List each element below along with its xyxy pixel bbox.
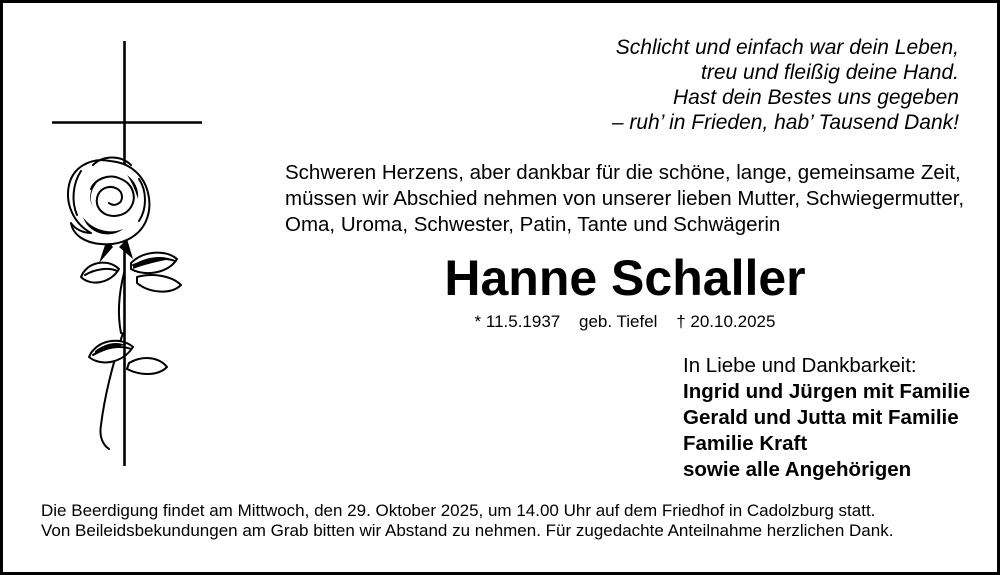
funeral-info <box>41 501 893 541</box>
rose-icon <box>68 158 149 245</box>
poem-line: treu und fleißig deine Hand. <box>701 61 959 84</box>
deceased-name: Hanne Schaller <box>444 250 806 306</box>
mourner-line: sowie alle Angehörigen <box>683 458 912 481</box>
mourner-line: Gerald und Jutta mit Familie <box>683 406 959 429</box>
birth-date: * 11.5.1937 <box>474 312 561 331</box>
mourners-block <box>683 353 970 483</box>
intro-line: Oma, Uroma, Schwester, Patin, Tante und Schwägerin <box>285 213 781 236</box>
poem <box>612 35 959 135</box>
funeral-line: Von Beileidsbekundungen am Grab bitten wir Abstand zu nehmen. Für zugedachte Anteilnahme herzlichen Dank. <box>41 521 894 540</box>
mourners-heading: In Liebe und Dankbarkeit: <box>683 354 917 377</box>
cross-and-rose-illustration <box>33 33 213 473</box>
maiden-name: geb. Tiefel <box>579 312 658 331</box>
life-dates <box>265 312 985 332</box>
poem-line: Schlicht und einfach war dein Leben, <box>615 36 959 59</box>
mourner-line: Ingrid und Jürgen mit Familie <box>683 380 971 403</box>
intro-line: Schweren Herzens, aber dankbar für die schöne, lange, gemeinsame Zeit, <box>285 161 961 184</box>
poem-line: Hast dein Bestes uns gegeben <box>672 86 959 109</box>
funeral-line: Die Beerdigung findet am Mittwoch, den 29. Oktober 2025, um 14.00 Uhr auf dem Friedhof in Cadolzburg statt. <box>41 501 876 520</box>
intro-paragraph <box>285 160 964 238</box>
death-date: † 20.10.2025 <box>676 312 776 331</box>
mourner-line: Familie Kraft <box>683 432 808 455</box>
rose-leaves <box>81 253 181 449</box>
intro-line: müssen wir Abschied nehmen von unserer lieben Mutter, Schwiegermutter, <box>285 187 965 210</box>
poem-line: – ruh’ in Frieden, hab’ Tausend Dank! <box>611 111 959 134</box>
